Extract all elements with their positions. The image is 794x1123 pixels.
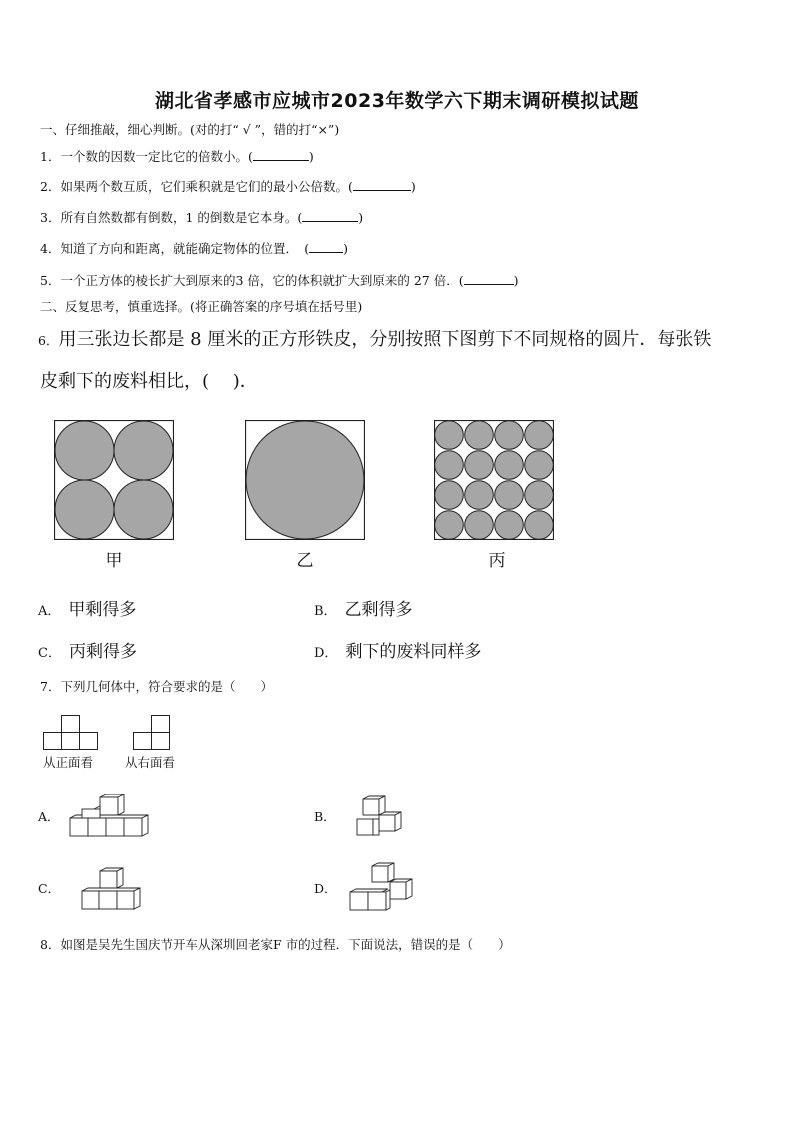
question-4 — [40, 239, 348, 257]
question-text: 一个正方体的棱长扩大到原来的3 倍，它的体积就扩大到原来的 27 倍．( — [60, 273, 464, 288]
paren-close: ) — [358, 210, 364, 225]
right-view-label: 从右面看 — [125, 755, 176, 770]
page-title: 湖北省孝感市应城市2023年数学六下期末调研模拟试题 — [155, 90, 639, 112]
paren-close: ) — [410, 179, 416, 194]
option-a[interactable] — [38, 595, 136, 620]
option-text: 剩下的废料同样多 — [345, 642, 482, 662]
right-view-diagram — [133, 715, 171, 751]
question-number: 2． — [40, 179, 61, 194]
paren-close: ) — [308, 149, 314, 164]
question-8: 8．如图是吴先生国庆节开车从深圳回老家F 市的过程．下面说法，错误的是（ ） — [40, 937, 511, 952]
question-number: 6． — [38, 333, 59, 348]
question-7: 7．下列几何体中，符合要求的是（ ） — [40, 679, 273, 694]
section2-heading: 二、反复思考，慎重选择。(将正确答案的序号填在括号里) — [40, 299, 363, 314]
question-6-line2: 皮剩下的废料相比，( )． — [40, 371, 258, 392]
section1-heading: 一、仔细推敲，细心判断。(对的打“ √ ”，错的打“×”) — [40, 122, 340, 137]
option-letter: B． — [314, 604, 337, 619]
option-b-solid — [355, 795, 403, 839]
option-a-solid — [68, 794, 156, 840]
option-text: 乙剩得多 — [344, 600, 413, 620]
answer-blank[interactable] — [253, 148, 309, 161]
question-number: 5． — [40, 273, 61, 288]
question-number: 1． — [40, 149, 61, 164]
option-b[interactable] — [314, 595, 413, 620]
option-c[interactable] — [38, 637, 137, 662]
option-text: 甲剩得多 — [68, 600, 137, 620]
circle-piece — [246, 421, 364, 539]
question-text: 知道了方向和距离，就能确定物体的位置． ( — [60, 241, 310, 256]
figure-caption-yi: 乙 — [296, 551, 314, 571]
option-letter: D． — [314, 646, 338, 661]
circle-piece — [114, 421, 173, 480]
answer-blank[interactable] — [309, 240, 343, 253]
front-view-label: 从正面看 — [43, 755, 94, 770]
circle-piece — [55, 421, 114, 480]
front-view-diagram — [43, 715, 99, 751]
option-text: 丙剩得多 — [68, 642, 137, 662]
question-text: 如果两个数互质，它们乘积就是它们的最小公倍数。( — [60, 179, 353, 194]
option-d-letter[interactable]: D． — [314, 881, 337, 896]
question-number: 4． — [40, 241, 61, 256]
option-letter: C． — [38, 646, 61, 661]
figure-yi — [245, 420, 365, 540]
paren-close: ) — [343, 241, 348, 256]
option-c-letter[interactable]: C． — [38, 881, 61, 896]
question-6-line1 — [38, 325, 711, 351]
question-1 — [40, 147, 314, 165]
answer-blank[interactable] — [464, 272, 514, 285]
answer-blank[interactable] — [353, 178, 411, 191]
option-c-solid — [80, 867, 142, 913]
figure-caption-jia: 甲 — [105, 551, 123, 571]
paren-close: ) — [513, 273, 519, 288]
question-text: 一个数的因数一定比它的倍数小。( — [60, 149, 253, 164]
figure-bing — [434, 420, 554, 540]
question-text: 所有自然数都有倒数，1 的倒数是它本身。( — [60, 210, 303, 225]
option-d-solid — [348, 862, 416, 912]
option-letter: A． — [38, 604, 61, 619]
question-5 — [40, 271, 519, 289]
figure-jia — [54, 420, 174, 540]
question-3 — [40, 208, 363, 226]
answer-blank[interactable] — [302, 209, 358, 222]
question-text: 用三张边长都是 8 厘米的正方形铁皮，分别按照下图剪下不同规格的圆片．每张铁 — [58, 329, 712, 350]
question-2 — [40, 177, 416, 195]
circle-piece — [114, 480, 173, 539]
question-number: 3． — [40, 210, 61, 225]
option-d[interactable] — [314, 637, 481, 662]
option-b-letter[interactable]: B． — [314, 809, 336, 824]
option-a-letter[interactable]: A． — [38, 809, 60, 824]
figure-caption-bing: 丙 — [488, 551, 506, 571]
circle-piece — [55, 480, 114, 539]
